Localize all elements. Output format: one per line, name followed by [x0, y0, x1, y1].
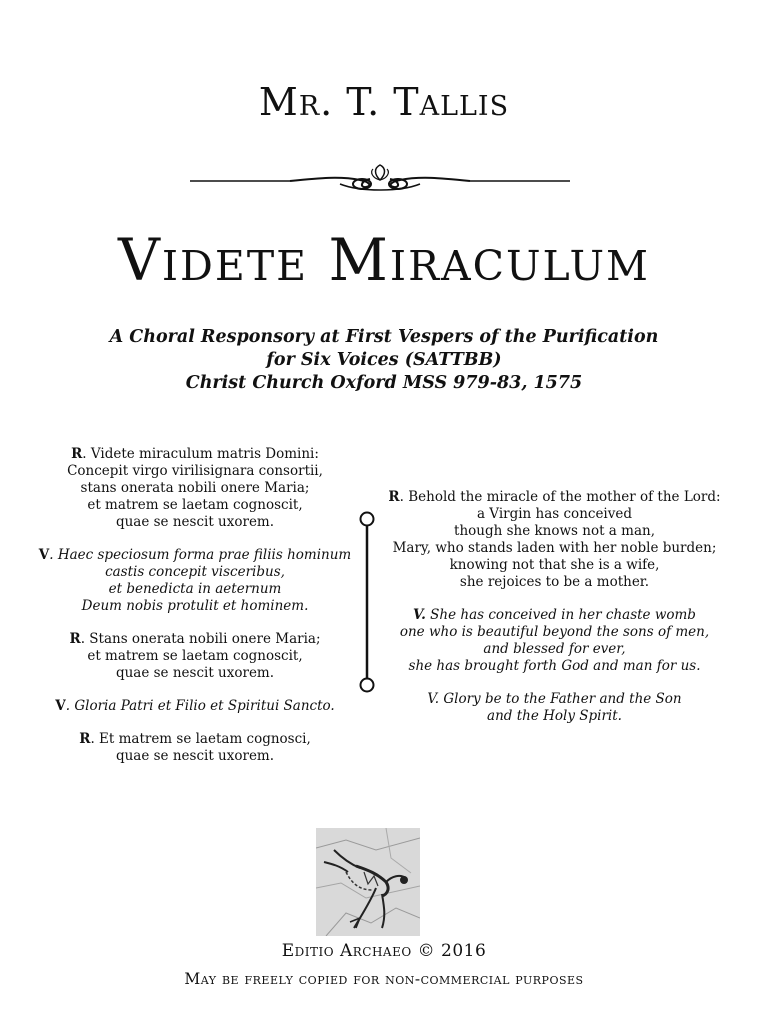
text-line: though she knows not a man,	[454, 523, 655, 539]
publisher-line: Editio Archaeo © 2016	[281, 941, 487, 961]
piece-title: Videte Miraculum	[117, 226, 651, 294]
text-line: one who is beautiful beyond the sons of men,	[399, 624, 710, 640]
latin-verse-1	[30, 547, 360, 615]
text-line: quae se nescit uxorem.	[115, 748, 275, 764]
text-line: et matrem se laetam cognoscit,	[87, 648, 303, 664]
text-line: . Behold the miracle of the mother of the Lord:	[399, 489, 721, 505]
fossil-emblem	[316, 828, 420, 936]
respond-label: R	[69, 631, 81, 647]
text-line: quae se nescit uxorem.	[115, 514, 275, 530]
subtitle	[0, 326, 768, 395]
respond-label: R	[79, 731, 91, 747]
text-line: stans onerata nobili onere Maria;	[80, 480, 310, 496]
text-line: Mary, who stands laden with her noble burden;	[392, 540, 717, 556]
english-respond-1	[382, 489, 727, 591]
subtitle-line: for Six Voices (SATTBB)	[266, 350, 502, 370]
english-verse-1	[382, 607, 727, 675]
verse-label: V.	[413, 607, 426, 623]
column-divider	[356, 510, 378, 696]
text-line: . Gloria Patri et Filio et Spiritui Sancto.	[65, 698, 335, 714]
text-line: . Et matrem se laetam cognosci,	[90, 731, 311, 747]
text-line: . Videte miraculum matris Domini:	[82, 446, 319, 462]
verse-label: V	[38, 547, 50, 563]
text-line: Deum nobis protulit et hominem.	[81, 598, 309, 614]
text-line: et benedicta in aeternum	[108, 581, 282, 597]
verse-label: V	[55, 698, 66, 714]
subtitle-line: A Choral Responsory at First Vespers of the Purification	[109, 327, 659, 347]
ornament-divider	[190, 164, 570, 196]
text-line: castis concepit visceribus,	[105, 564, 285, 580]
text-line: and blessed for ever,	[483, 641, 626, 657]
latin-respond-2	[30, 631, 360, 682]
text-line: She has conceived in her chaste womb	[425, 607, 696, 623]
english-text-column	[382, 489, 727, 741]
text-line: she rejoices to be a mother.	[459, 574, 650, 590]
text-line: a Virgin has conceived	[476, 506, 633, 522]
latin-verse-2	[30, 698, 360, 715]
text-line: . Haec speciosum forma prae filiis hominum	[49, 547, 352, 563]
text-line: she has brought forth God and man for us.	[408, 658, 701, 674]
english-verse-2	[382, 691, 727, 725]
text-line: quae se nescit uxorem.	[115, 665, 275, 681]
text-line: . Stans onerata nobili onere Maria;	[80, 631, 321, 647]
subtitle-line: Christ Church Oxford MSS 979-83, 1575	[185, 373, 583, 393]
latin-respond-3	[30, 731, 360, 765]
respond-label: R	[71, 446, 83, 462]
composer-name: Mr. T. Tallis	[258, 80, 510, 124]
text-line: V. Glory be to the Father and the Son	[427, 691, 682, 707]
latin-respond-1	[30, 446, 360, 531]
respond-label: R	[388, 489, 400, 505]
text-line: et matrem se laetam cognoscit,	[87, 497, 303, 513]
license-line: May be freely copied for non-commercial purposes	[184, 970, 584, 988]
text-line: Concepit virgo virilisignara consortii,	[67, 463, 323, 479]
text-line: knowing not that she is a wife,	[449, 557, 660, 573]
latin-text-column	[30, 446, 360, 781]
text-line: and the Holy Spirit.	[487, 708, 622, 724]
